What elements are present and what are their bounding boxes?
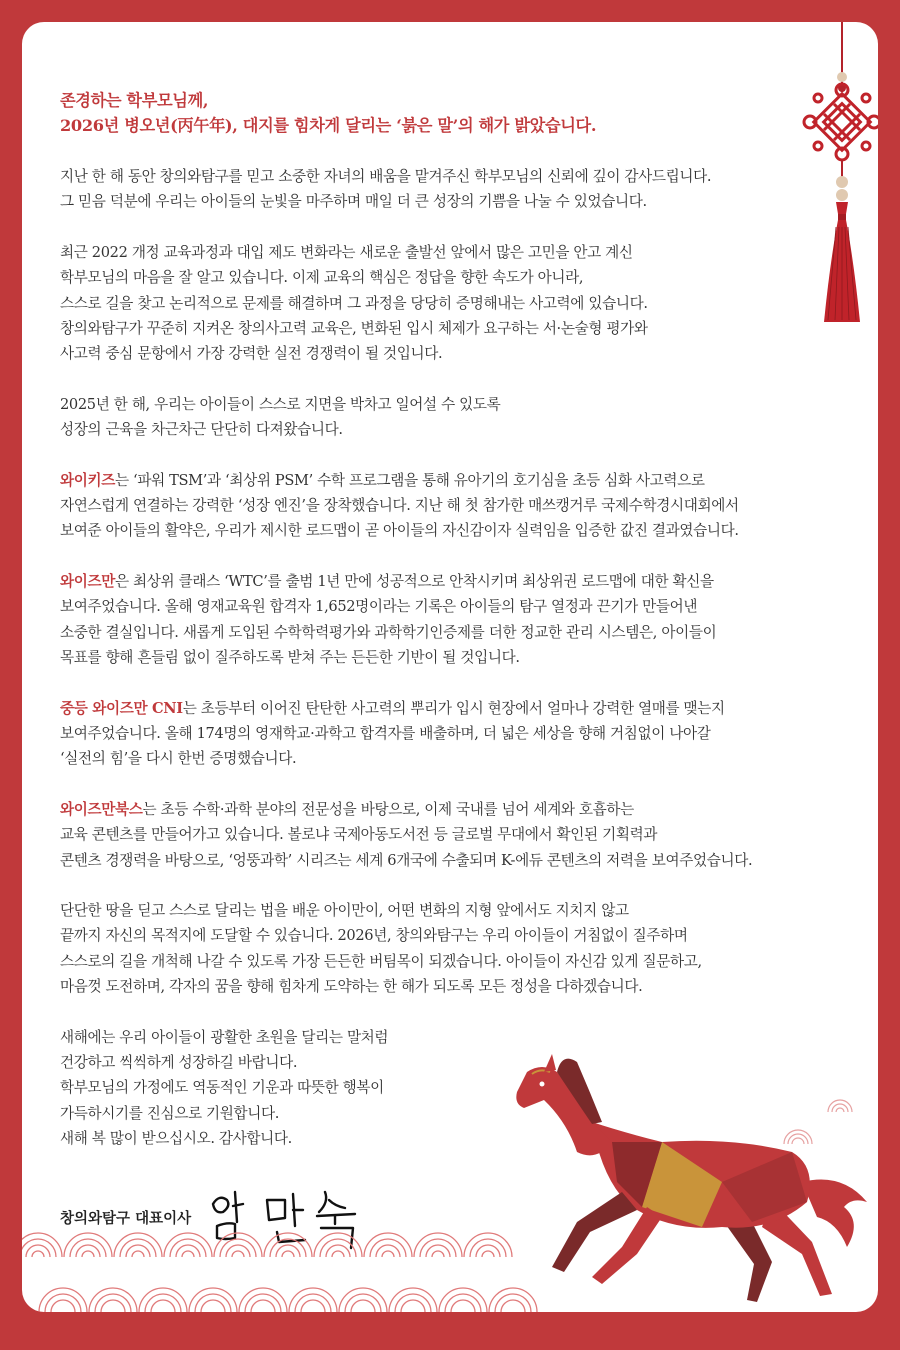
text-segment: 은 최상위 클래스 ‘WTC’를 출범 1년 만에 성공적으로 안착시키며 최상위권 로드맵에 대한 확신을 [115,572,714,590]
greeting-line: 존경하는 학부모님께, [60,91,209,110]
greeting-heading [60,88,850,138]
brand-highlight: 중등 와이즈만 CNI [60,699,183,717]
greeting-line: 2026년 병오년(丙午年), 대지를 힘차게 달리는 ‘붉은 말’의 해가 밝았습니다. [60,116,597,135]
text-line: 지난 한 해 동안 창의와탐구를 믿고 소중한 자녀의 배움을 맡겨주신 학부모님의 신뢰에 깊이 감사드립니다. [60,168,712,185]
text-line: 보여주었습니다. 올해 영재교육원 합격자 1,652명이라는 기록은 아이들의 탐구 열정과 끈기가 만들어낸 [60,598,698,616]
letter-body [60,88,850,1177]
text-line: 교육 콘텐츠를 만들어가고 있습니다. 볼로냐 국제아동도서전 등 글로벌 무대에서 확인된 기획력과 [60,826,658,844]
paragraph-wiseman [60,569,850,671]
text-line: 새해에는 우리 아이들이 광활한 초원을 달리는 말처럼 [60,1028,389,1046]
text-line: 보여준 아이들의 활약은, 우리가 제시한 로드맵이 곧 아이들의 자신감이자 실력임을 입증한 값진 결과였습니다. [60,522,739,540]
text-line: 마음껏 도전하며, 각자의 꿈을 향해 힘차게 도약하는 한 해가 되도록 모든 정성을 다하겠습니다. [60,978,643,996]
text-line: 학부모님의 가정에도 역동적인 기운과 따뜻한 행복이 [60,1079,384,1097]
brand-highlight: 와이즈만 [60,572,115,590]
letter-card [22,22,878,1312]
text-line: 단단한 땅을 딛고 스스로 달리는 법을 배운 아이만이, 어떤 변화의 지형 앞에서도 지치지 않고 [60,901,629,919]
text-line [60,797,850,822]
text-line: 2025년 한 해, 우리는 아이들이 스스로 지면을 박차고 일어설 수 있도록 [60,395,501,413]
signature-label: 창의와탐구 대표이사 [60,1210,192,1227]
text-line: ‘실전의 힘’을 다시 한번 증명했습니다. [60,750,297,768]
text-line: 사고력 중심 문항에서 가장 강력한 실전 경쟁력이 될 것입니다. [60,345,443,363]
text-line: 학부모님의 마음을 잘 알고 있습니다. 이제 교육의 핵심은 정답을 향한 속도가 아니라, [60,269,584,287]
text-line: 보여주었습니다. 올해 174명의 영재학교·과학고 합격자를 배출하며, 더 넓은 세상을 향해 거침없이 나아갈 [60,724,711,742]
paragraph-gratitude [60,164,850,215]
paragraph-education [60,240,850,367]
text-line: 목표를 향해 흔들림 없이 질주하도록 받쳐 주는 든든한 기반이 될 것입니다. [60,649,520,667]
paragraph-wykids [60,468,850,544]
text-segment: 는 ‘파워 TSM’과 ‘최상위 PSM’ 수학 프로그램을 통해 유아기의 호기심을 초등 심화 사고력으로 [115,471,705,489]
text-line: 소중한 결실입니다. 새롭게 도입된 수학학력평가와 과학학기인증제를 더한 정교한 관리 시스템은, 아이들이 [60,623,717,641]
text-line [60,569,850,594]
text-line: 스스로 길을 찾고 논리적으로 문제를 해결하며 그 과정을 당당히 증명해내는 사고력에 있습니다. [60,294,648,312]
text-line: 끝까지 자신의 목적지에 도달할 수 있습니다. 2026년, 창의와탐구는 우리 아이들이 거침없이 질주하며 [60,927,688,945]
text-line: 건강하고 씩씩하게 성장하길 바랍니다. [60,1053,298,1071]
text-segment: 는 초등부터 이어진 탄탄한 사고력의 뿌리가 입시 현장에서 얼마나 강력한 열매를 맺는지 [182,699,725,717]
text-line: 새해 복 많이 받으십시오. 감사합니다. [60,1130,292,1148]
paragraph-2025 [60,392,850,443]
text-line [60,468,850,493]
text-line [60,696,850,721]
text-line: 스스로의 길을 개척해 나갈 수 있도록 가장 든든한 버팀목이 되겠습니다. 아이들이 자신감 있게 질문하고, [60,952,702,970]
text-line: 그 믿음 덕분에 우리는 아이들의 눈빛을 마주하며 매일 더 큰 성장의 기쁨을 나눌 수 있었습니다. [60,193,647,211]
text-line: 가득하시기를 진심으로 기원합니다. [60,1104,280,1122]
text-line: 창의와탐구가 꾸준히 지켜온 창의사고력 교육은, 변화된 입시 체제가 요구하는 서·논술형 평가와 [60,320,648,338]
text-line: 성장의 근육을 차근차근 단단히 다져왔습니다. [60,421,343,439]
text-line: 자연스럽게 연결하는 강력한 ‘성장 엔진’을 장착했습니다. 지난 해 첫 참가한 매쓰캥거루 국제수학경시대회에서 [60,497,739,515]
paragraph-promise [60,898,850,1000]
text-line: 최근 2022 개정 교육과정과 대입 제도 변화라는 새로운 출발선 앞에서 많은 고민을 안고 계신 [60,243,633,261]
text-segment: 는 초등 수학·과학 분야의 전문성을 바탕으로, 이제 국내를 넘어 세계와 호흡하는 [142,800,634,818]
brand-highlight: 와이즈만북스 [60,800,143,818]
paragraph-cni [60,696,850,772]
brand-highlight: 와이키즈 [60,471,115,489]
paragraph-books [60,797,850,873]
text-line: 콘텐츠 경쟁력을 바탕으로, ‘엉뚱과학’ 시리즈는 세계 6개국에 수출되며 K-에듀 콘텐츠의 저력을 보여주었습니다. [60,851,753,869]
horse-illustration [472,1032,878,1312]
